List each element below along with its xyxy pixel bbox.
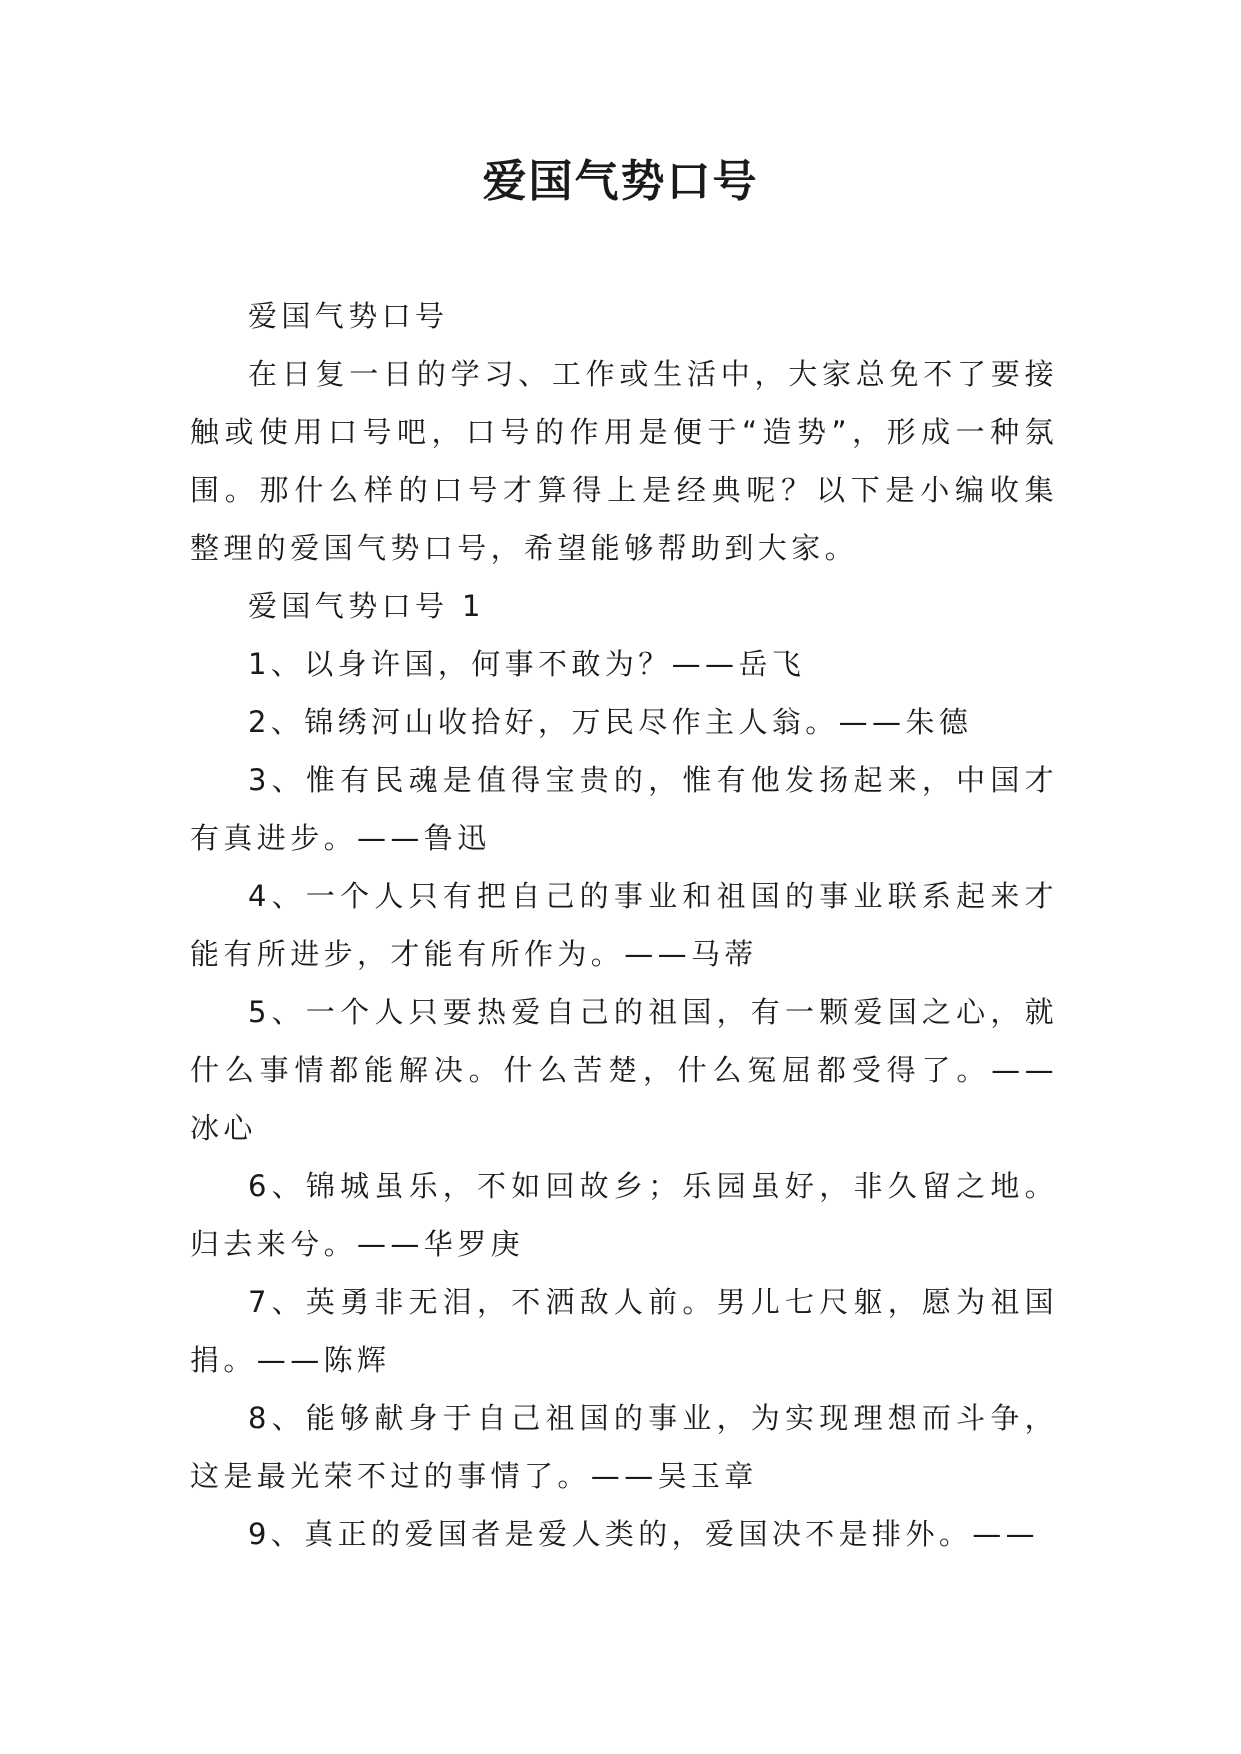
document-title: 爱国气势口号 <box>482 156 759 207</box>
slogan-item: 9、真正的爱国者是爱人类的，爱国决不是排外。—— <box>248 1517 1040 1551</box>
slogan-item: 2、锦绣河山收拾好，万民尽作主人翁。——朱德 <box>248 705 973 739</box>
subtitle-paragraph: 爱国气势口号 <box>248 299 449 333</box>
slogan-item: 5、一个人只要热爱自己的祖国，有一颗爱国之心，就什么事情都能解决。什么苦楚，什么冤屈都受得了。——冰心 <box>190 995 1058 1145</box>
slogan-item: 4、一个人只有把自己的事业和祖国的事业联系起来才能有所进步，才能有所作为。——马蒂 <box>190 879 1058 971</box>
section-heading: 爱国气势口号 1 <box>248 589 485 623</box>
document-body <box>190 287 1058 1563</box>
slogan-item: 1、以身许国，何事不敢为？——岳飞 <box>248 647 806 681</box>
slogan-item: 6、锦城虽乐，不如回故乡；乐园虽好，非久留之地。归去来兮。——华罗庚 <box>190 1169 1058 1261</box>
intro-paragraph: 在日复一日的学习、工作或生活中，大家总免不了要接触或使用口号吧，口号的作用是便于“造势”，形成一种氛围。那什么样的口号才算得上是经典呢？以下是小编收集整理的爱国气势口号，希望能够帮助到大家。 <box>190 357 1058 565</box>
slogan-item: 7、英勇非无泪，不洒敌人前。男儿七尺躯，愿为祖国捐。——陈辉 <box>190 1285 1058 1377</box>
slogan-item: 8、能够献身于自己祖国的事业，为实现理想而斗争，这是最光荣不过的事情了。——吴玉章 <box>190 1401 1058 1493</box>
slogan-item: 3、惟有民魂是值得宝贵的，惟有他发扬起来，中国才有真进步。——鲁迅 <box>190 763 1058 855</box>
